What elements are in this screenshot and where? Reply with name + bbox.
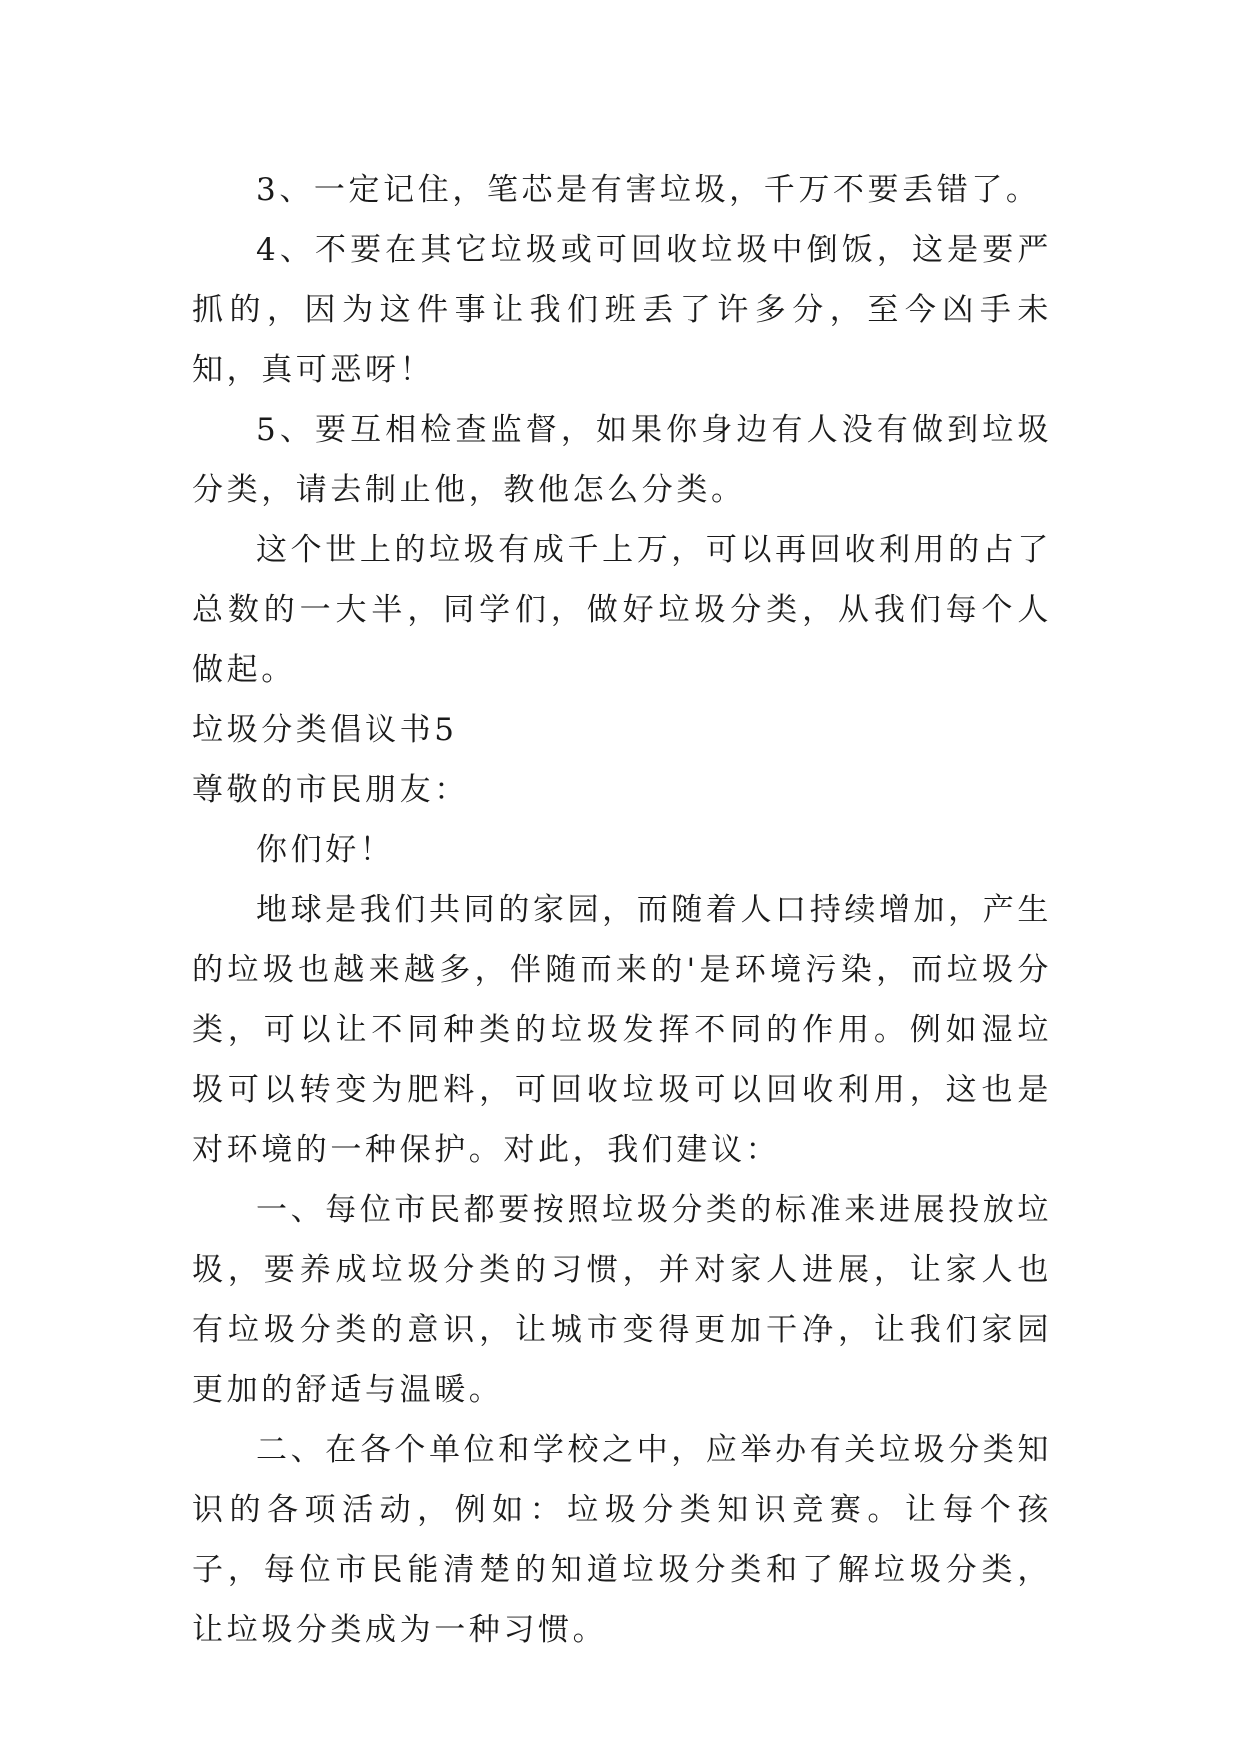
greeting: 你们好！ [256, 832, 395, 868]
salutation: 尊敬的市民朋友： [192, 772, 469, 808]
suggestion-paragraph-2: 二、在各个单位和学校之中，应举办有关垃圾分类知识的各项活动，例如：垃圾分类知识竞赛。让每个孩子，每位市民能清楚的知道垃圾分类和了解垃圾分类，让垃圾分类成为一种习惯。 [192, 1432, 1052, 1648]
document-body [192, 160, 1052, 1660]
list-item-4: 4、不要在其它垃圾或可回收垃圾中倒饭，这是要严抓的，因为这件事让我们班丢了许多分，至今凶手未知，真可恶呀！ [192, 232, 1052, 388]
conclusion-paragraph: 这个世上的垃圾有成千上万，可以再回收利用的占了总数的一大半，同学们，做好垃圾分类，从我们每个人做起。 [192, 532, 1052, 688]
section-title: 垃圾分类倡议书5 [192, 712, 458, 748]
list-item-3: 3、一定记住，笔芯是有害垃圾，千万不要丢错了。 [256, 172, 1041, 208]
list-item-5: 5、要互相检查监督，如果你身边有人没有做到垃圾分类，请去制止他，教他怎么分类。 [192, 412, 1052, 508]
suggestion-paragraph-1: 一、每位市民都要按照垃圾分类的标准来进展投放垃圾，要养成垃圾分类的习惯，并对家人进展，让家人也有垃圾分类的意识，让城市变得更加干净，让我们家园更加的舒适与温暖。 [192, 1192, 1052, 1408]
intro-paragraph: 地球是我们共同的家园，而随着人口持续增加，产生的垃圾也越来越多，伴随而来的'是环境污染，而垃圾分类，可以让不同种类的垃圾发挥不同的作用。例如湿垃圾可以转变为肥料，可回收垃圾可以回收利用，这也是对环境的一种保护。对此，我们建议： [192, 892, 1052, 1168]
